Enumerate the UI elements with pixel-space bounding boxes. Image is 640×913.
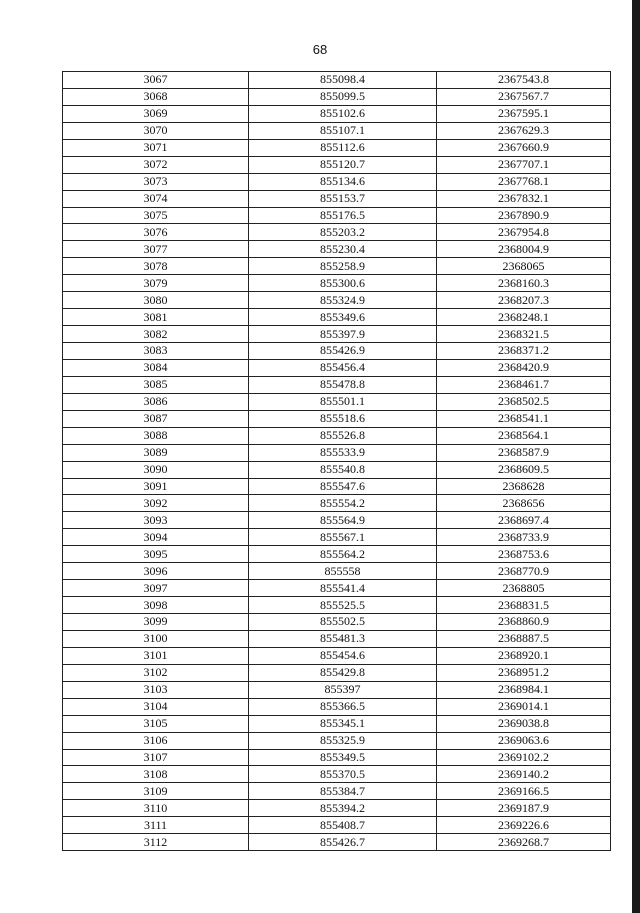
y-coordinate-cell: 2367707.1	[437, 156, 611, 173]
table-row	[63, 546, 611, 563]
x-coordinate-cell: 855426.9	[249, 343, 437, 360]
y-coordinate-cell: 2369226.6	[437, 817, 611, 834]
point-number-cell: 3104	[63, 698, 249, 715]
x-coordinate-cell: 855153.7	[249, 190, 437, 207]
table-row	[63, 817, 611, 834]
table-row	[63, 258, 611, 275]
table-row	[63, 359, 611, 376]
table-row	[63, 393, 611, 410]
x-coordinate-cell: 855518.6	[249, 410, 437, 427]
table-row	[63, 681, 611, 698]
point-number-cell: 3077	[63, 241, 249, 258]
table-row	[63, 105, 611, 122]
y-coordinate-cell: 2369166.5	[437, 783, 611, 800]
y-coordinate-cell: 2368887.5	[437, 630, 611, 647]
y-coordinate-cell: 2369187.9	[437, 800, 611, 817]
y-coordinate-cell: 2368770.9	[437, 563, 611, 580]
y-coordinate-cell: 2368805	[437, 580, 611, 597]
y-coordinate-cell: 2368502.5	[437, 393, 611, 410]
point-number-cell: 3093	[63, 512, 249, 529]
point-number-cell: 3080	[63, 292, 249, 309]
y-coordinate-cell: 2368248.1	[437, 309, 611, 326]
point-number-cell: 3107	[63, 749, 249, 766]
point-number-cell: 3078	[63, 258, 249, 275]
point-number-cell: 3096	[63, 563, 249, 580]
table-row	[63, 343, 611, 360]
y-coordinate-cell: 2367832.1	[437, 190, 611, 207]
point-number-cell: 3090	[63, 461, 249, 478]
y-coordinate-cell: 2368656	[437, 495, 611, 512]
x-coordinate-cell: 855230.4	[249, 241, 437, 258]
point-number-cell: 3084	[63, 359, 249, 376]
point-number-cell: 3092	[63, 495, 249, 512]
point-number-cell: 3091	[63, 478, 249, 495]
table-row	[63, 614, 611, 631]
y-coordinate-cell: 2367954.8	[437, 224, 611, 241]
table-row	[63, 275, 611, 292]
y-coordinate-cell: 2368628	[437, 478, 611, 495]
x-coordinate-cell: 855098.4	[249, 72, 437, 89]
point-number-cell: 3069	[63, 105, 249, 122]
y-coordinate-cell: 2368160.3	[437, 275, 611, 292]
y-coordinate-cell: 2368371.2	[437, 343, 611, 360]
y-coordinate-cell: 2367660.9	[437, 139, 611, 156]
table-row	[63, 444, 611, 461]
table-body	[63, 72, 611, 851]
point-number-cell: 3095	[63, 546, 249, 563]
point-number-cell: 3089	[63, 444, 249, 461]
point-number-cell: 3102	[63, 664, 249, 681]
y-coordinate-cell: 2368860.9	[437, 614, 611, 631]
x-coordinate-cell: 855102.6	[249, 105, 437, 122]
point-number-cell: 3087	[63, 410, 249, 427]
point-number-cell: 3101	[63, 647, 249, 664]
point-number-cell: 3076	[63, 224, 249, 241]
scan-edge	[632, 0, 640, 913]
point-number-cell: 3068	[63, 88, 249, 105]
y-coordinate-cell: 2368004.9	[437, 241, 611, 258]
point-number-cell: 3097	[63, 580, 249, 597]
table-row	[63, 139, 611, 156]
x-coordinate-cell: 855370.5	[249, 766, 437, 783]
table-row	[63, 309, 611, 326]
y-coordinate-cell: 2368831.5	[437, 597, 611, 614]
y-coordinate-cell: 2368609.5	[437, 461, 611, 478]
point-number-cell: 3100	[63, 630, 249, 647]
point-number-cell: 3067	[63, 72, 249, 89]
y-coordinate-cell: 2369140.2	[437, 766, 611, 783]
y-coordinate-cell: 2369063.6	[437, 732, 611, 749]
point-number-cell: 3106	[63, 732, 249, 749]
y-coordinate-cell: 2368564.1	[437, 427, 611, 444]
table-row	[63, 326, 611, 343]
x-coordinate-cell: 855426.7	[249, 834, 437, 851]
point-number-cell: 3072	[63, 156, 249, 173]
point-number-cell: 3103	[63, 681, 249, 698]
point-number-cell: 3082	[63, 326, 249, 343]
x-coordinate-cell: 855481.3	[249, 630, 437, 647]
x-coordinate-cell: 855112.6	[249, 139, 437, 156]
table-row	[63, 630, 611, 647]
x-coordinate-cell: 855366.5	[249, 698, 437, 715]
point-number-cell: 3109	[63, 783, 249, 800]
y-coordinate-cell: 2367567.7	[437, 88, 611, 105]
x-coordinate-cell: 855258.9	[249, 258, 437, 275]
x-coordinate-cell: 855554.2	[249, 495, 437, 512]
x-coordinate-cell: 855567.1	[249, 529, 437, 546]
table-row	[63, 800, 611, 817]
x-coordinate-cell: 855564.9	[249, 512, 437, 529]
table-row	[63, 173, 611, 190]
table-row	[63, 783, 611, 800]
x-coordinate-cell: 855099.5	[249, 88, 437, 105]
point-number-cell: 3085	[63, 376, 249, 393]
y-coordinate-cell: 2369014.1	[437, 698, 611, 715]
x-coordinate-cell: 855533.9	[249, 444, 437, 461]
table-row	[63, 292, 611, 309]
coordinates-table	[62, 71, 611, 851]
table-row	[63, 698, 611, 715]
point-number-cell: 3088	[63, 427, 249, 444]
point-number-cell: 3099	[63, 614, 249, 631]
y-coordinate-cell: 2367543.8	[437, 72, 611, 89]
y-coordinate-cell: 2367768.1	[437, 173, 611, 190]
table-row	[63, 766, 611, 783]
y-coordinate-cell: 2368920.1	[437, 647, 611, 664]
point-number-cell: 3074	[63, 190, 249, 207]
table-row	[63, 597, 611, 614]
x-coordinate-cell: 855525.5	[249, 597, 437, 614]
point-number-cell: 3079	[63, 275, 249, 292]
table-row	[63, 647, 611, 664]
table-row	[63, 122, 611, 139]
y-coordinate-cell: 2368753.6	[437, 546, 611, 563]
y-coordinate-cell: 2368461.7	[437, 376, 611, 393]
x-coordinate-cell: 855541.4	[249, 580, 437, 597]
x-coordinate-cell: 855134.6	[249, 173, 437, 190]
x-coordinate-cell: 855384.7	[249, 783, 437, 800]
x-coordinate-cell: 855502.5	[249, 614, 437, 631]
table-row	[63, 376, 611, 393]
y-coordinate-cell: 2369102.2	[437, 749, 611, 766]
point-number-cell: 3105	[63, 715, 249, 732]
table-row	[63, 580, 611, 597]
point-number-cell: 3094	[63, 529, 249, 546]
table-row	[63, 512, 611, 529]
table-row	[63, 732, 611, 749]
x-coordinate-cell: 855454.6	[249, 647, 437, 664]
x-coordinate-cell: 855526.8	[249, 427, 437, 444]
table-row	[63, 749, 611, 766]
point-number-cell: 3081	[63, 309, 249, 326]
table-row	[63, 72, 611, 89]
x-coordinate-cell: 855349.5	[249, 749, 437, 766]
y-coordinate-cell: 2368697.4	[437, 512, 611, 529]
point-number-cell: 3073	[63, 173, 249, 190]
x-coordinate-cell: 855478.8	[249, 376, 437, 393]
x-coordinate-cell: 855540.8	[249, 461, 437, 478]
y-coordinate-cell: 2368984.1	[437, 681, 611, 698]
point-number-cell: 3086	[63, 393, 249, 410]
y-coordinate-cell: 2368733.9	[437, 529, 611, 546]
point-number-cell: 3071	[63, 139, 249, 156]
x-coordinate-cell: 855501.1	[249, 393, 437, 410]
table-row	[63, 834, 611, 851]
table-row	[63, 224, 611, 241]
x-coordinate-cell: 855397.9	[249, 326, 437, 343]
table-row	[63, 715, 611, 732]
x-coordinate-cell: 855120.7	[249, 156, 437, 173]
y-coordinate-cell: 2369268.7	[437, 834, 611, 851]
table-row	[63, 207, 611, 224]
table-row	[63, 461, 611, 478]
y-coordinate-cell: 2368420.9	[437, 359, 611, 376]
x-coordinate-cell: 855203.2	[249, 224, 437, 241]
point-number-cell: 3098	[63, 597, 249, 614]
y-coordinate-cell: 2367629.3	[437, 122, 611, 139]
table-row	[63, 529, 611, 546]
x-coordinate-cell: 855300.6	[249, 275, 437, 292]
y-coordinate-cell: 2367595.1	[437, 105, 611, 122]
point-number-cell: 3111	[63, 817, 249, 834]
table-row	[63, 478, 611, 495]
x-coordinate-cell: 855564.2	[249, 546, 437, 563]
table-row	[63, 241, 611, 258]
table-row	[63, 495, 611, 512]
point-number-cell: 3070	[63, 122, 249, 139]
x-coordinate-cell: 855394.2	[249, 800, 437, 817]
table-row	[63, 156, 611, 173]
x-coordinate-cell: 855107.1	[249, 122, 437, 139]
x-coordinate-cell: 855345.1	[249, 715, 437, 732]
point-number-cell: 3083	[63, 343, 249, 360]
table-row	[63, 563, 611, 580]
x-coordinate-cell: 855397	[249, 681, 437, 698]
point-number-cell: 3112	[63, 834, 249, 851]
x-coordinate-cell: 855324.9	[249, 292, 437, 309]
x-coordinate-cell: 855408.7	[249, 817, 437, 834]
y-coordinate-cell: 2369038.8	[437, 715, 611, 732]
y-coordinate-cell: 2368541.1	[437, 410, 611, 427]
table-row	[63, 410, 611, 427]
table-row	[63, 88, 611, 105]
y-coordinate-cell: 2368207.3	[437, 292, 611, 309]
table-row	[63, 664, 611, 681]
y-coordinate-cell: 2367890.9	[437, 207, 611, 224]
y-coordinate-cell: 2368587.9	[437, 444, 611, 461]
y-coordinate-cell: 2368321.5	[437, 326, 611, 343]
x-coordinate-cell: 855547.6	[249, 478, 437, 495]
x-coordinate-cell: 855176.5	[249, 207, 437, 224]
table-row	[63, 427, 611, 444]
point-number-cell: 3108	[63, 766, 249, 783]
x-coordinate-cell: 855429.8	[249, 664, 437, 681]
x-coordinate-cell: 855456.4	[249, 359, 437, 376]
y-coordinate-cell: 2368951.2	[437, 664, 611, 681]
y-coordinate-cell: 2368065	[437, 258, 611, 275]
point-number-cell: 3110	[63, 800, 249, 817]
x-coordinate-cell: 855558	[249, 563, 437, 580]
x-coordinate-cell: 855325.9	[249, 732, 437, 749]
point-number-cell: 3075	[63, 207, 249, 224]
x-coordinate-cell: 855349.6	[249, 309, 437, 326]
table-row	[63, 190, 611, 207]
page-number: 68	[312, 42, 328, 57]
